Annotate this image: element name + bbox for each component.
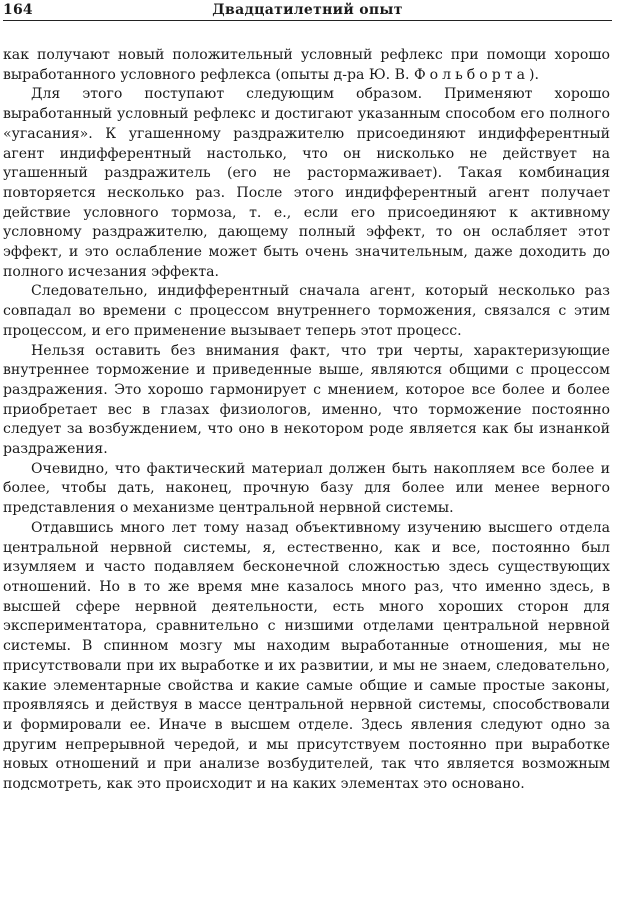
spaced-name: Фольборта (413, 66, 529, 83)
running-head (3, 0, 612, 21)
paragraph: Следовательно, индифферентный сначала агент, который несколько раз совпадал во времени с процессом внутреннего торможения, связался с этим процессом, и его применение вызывает теперь этот процесс. (3, 283, 610, 339)
paragraph: Очевидно, что фактический материал должен быть накопляем все более и более, чтобы дать, наконец, прочную базу для более или менее верного представления о механизме центральной нервной системы. (3, 460, 610, 517)
paragraph: Для этого поступают следующим образом. Применяют хорошо выработанный условный рефлекс и достигают указанным способом его полного «угасания». К угашенному раздражителю присоединяют индифферентный агент индифферентный настолько, что он нисколько не действует на угашенный раздражитель (его не растормаживает). Такая комбинация повторяется несколько раз. После этого индифферентный агент получает действие условного тормоза, т. е., если его присоединяют к активному условному раздражителю, дающему полный эффект, то он ослабляет этот эффект, и это ослабление может быть очень значительным, даже доходить до полного исчезания эффекта. (3, 86, 610, 280)
paragraph-continuation (3, 46, 610, 85)
running-title: Двадцатилетний опыт (212, 2, 403, 18)
paragraph: Нельзя оставить без внимания факт, что три черты, характеризующие внутреннее торможение и приведенные выше, являются общими с процессом раздражения. Это хорошо гармонирует с мнением, которое все более и более приобретает вес в глазах физиологов, именно, что торможение постоянно следует за возбуждением, что оно в некотором роде является как бы изнанкой раздражения. (3, 342, 610, 458)
page-body (3, 21, 612, 795)
paragraph: Отдавшись много лет тому назад объективному изучению высшего отдела центральной нервной системы, я, естественно, как и все, постоянно был изумляем и часто подавляем бесконечной сложностью здесь существующих отношений. Но в то же время мне казалось много раз, что именно здесь, в высшей сфере нервной деятельности, есть много хороших сторон для экспериментатора, сравнительно с низшими отделами центральной нервной системы. В спинном мозгу мы находим выработанные отношения, мы не присутствовали при их выработке и их развитии, и мы не знаем, следовательно, какие элементарные свойства и какие самые общие и самые простые законы, проявляясь и действуя в массе центральной нервной системы, способствовали и формировали ее. Иначе в высшем отделе. Здесь явления следуют одно за другим непрерывной чередой, и мы присутствуем постоянно при выработке новых отношений и при анализе возбудителей, так что является возможным подсмотреть, как это происходит и на каких элементах это основано. (3, 519, 610, 793)
page-number: 164 (3, 2, 33, 18)
paragraph-text-end: ). (528, 66, 539, 83)
paragraph-text: как получают новый положительный условный рефлекс при помощи хорошо выработанного условного рефлекса (опыты д-ра Ю. В. (3, 47, 610, 83)
